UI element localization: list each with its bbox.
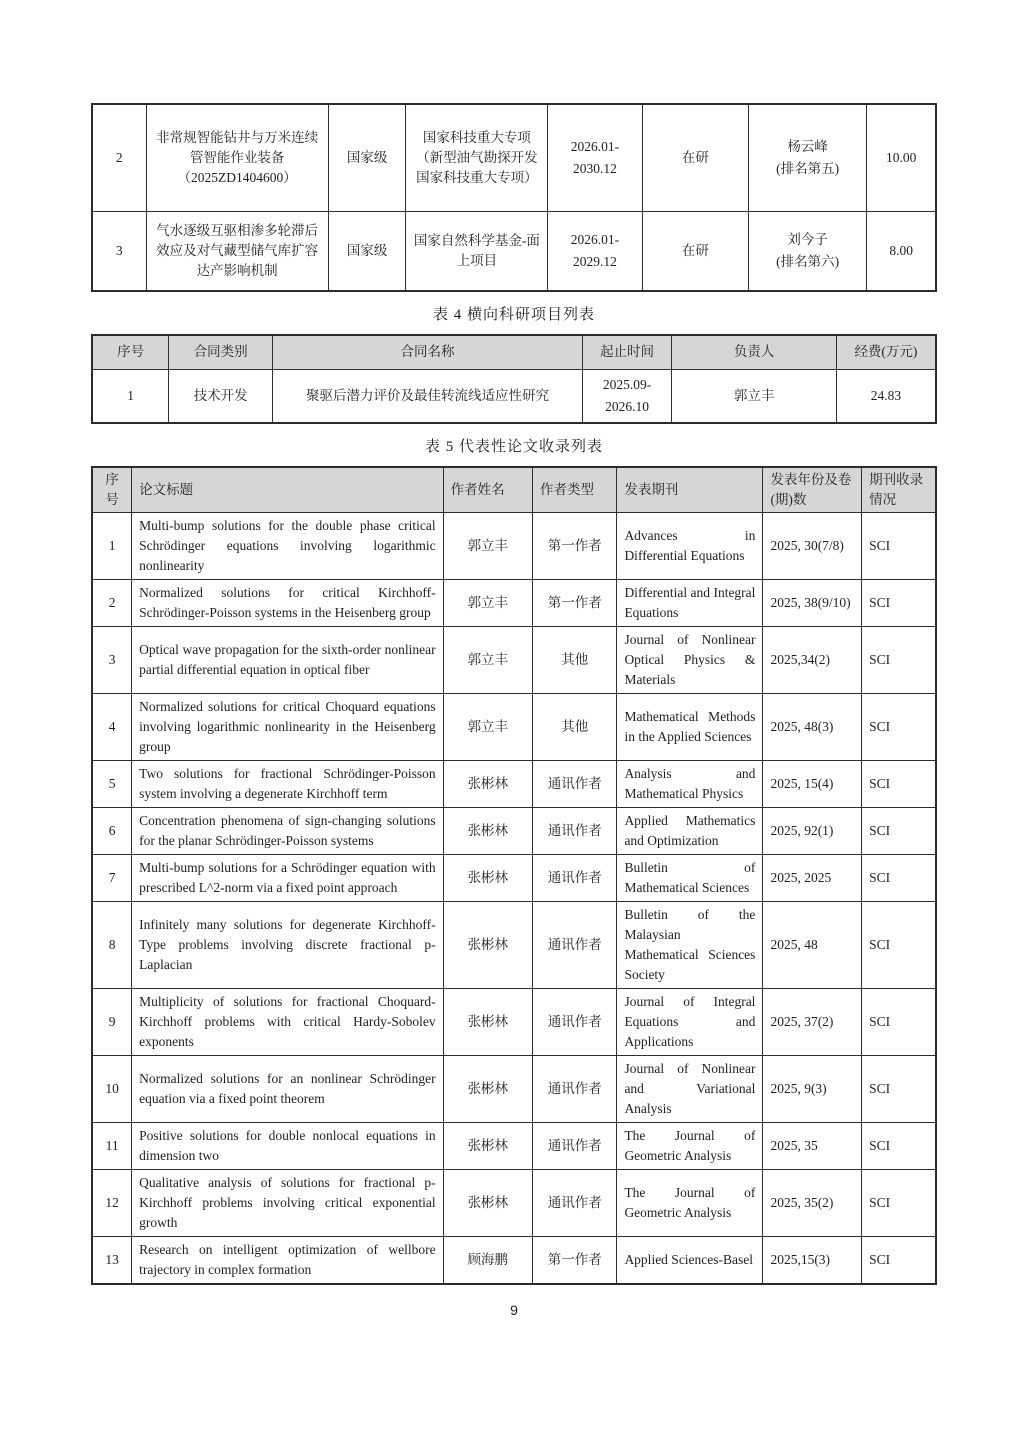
cell-index-status: SCI — [862, 901, 936, 988]
cell-project-level: 国家级 — [328, 104, 406, 211]
cell-project-status: 在研 — [642, 211, 748, 291]
papers-header — [92, 467, 936, 513]
table5-caption: 表 5 代表性论文收录列表 — [424, 438, 603, 455]
header-row — [92, 335, 936, 369]
horizontal-projects-header — [92, 335, 936, 369]
cell-serial-no: 2 — [92, 579, 132, 626]
header-serial-no: 序号 — [92, 335, 169, 369]
document-page — [91, 103, 937, 1318]
cell-journal: Journal of Nonlinear Optical Physics & Materials — [617, 626, 763, 693]
cell-index-status: SCI — [862, 807, 936, 854]
cell-serial-no: 11 — [92, 1122, 132, 1169]
cell-paper-title: Positive solutions for double nonlocal equations in dimension two — [132, 1122, 443, 1169]
cell-serial-no: 3 — [92, 211, 146, 291]
cell-author-role: 其他 — [533, 626, 617, 693]
cell-volume: 2025, 38(9/10) — [763, 579, 862, 626]
header-author-role: 作者类型 — [533, 467, 617, 513]
cell-journal: Applied Mathematics and Optimization — [617, 807, 763, 854]
cell-index-status: SCI — [862, 854, 936, 901]
page-number: 9 — [510, 1301, 518, 1318]
cell-index-status: SCI — [862, 579, 936, 626]
header-row — [92, 467, 936, 513]
cell-journal: Differential and Integral Equations — [617, 579, 763, 626]
cell-project-type: 国家科技重大专项（新型油气勘探开发国家科技重大专项） — [406, 104, 548, 211]
horizontal-projects-table — [91, 334, 937, 424]
cell-volume: 2025, 35 — [763, 1122, 862, 1169]
table-row — [92, 369, 936, 423]
cell-author-name: 顾海鹏 — [443, 1236, 532, 1284]
cell-serial-no: 13 — [92, 1236, 132, 1284]
cell-author-role: 通讯作者 — [533, 807, 617, 854]
cell-paper-title: Concentration phenomena of sign-changing solutions for the planar Schrödinger-Poisson systems — [132, 807, 443, 854]
cell-author-name: 郭立丰 — [443, 693, 532, 760]
vertical-projects-table — [91, 103, 937, 292]
cell-serial-no: 2 — [92, 104, 146, 211]
cell-project-period — [548, 104, 643, 211]
table-row — [92, 1122, 936, 1169]
cell-project-person — [749, 104, 867, 211]
cell-journal: Applied Sciences-Basel — [617, 1236, 763, 1284]
cell-author-role: 通讯作者 — [533, 760, 617, 807]
cell-serial-no: 8 — [92, 901, 132, 988]
cell-author-name: 张彬林 — [443, 807, 532, 854]
cell-index-status: SCI — [862, 1169, 936, 1236]
cell-contract-name: 聚驱后潜力评价及最佳转流线适应性研究 — [273, 369, 583, 423]
header-period: 起止时间 — [582, 335, 671, 369]
cell-journal: Journal of Nonlinear and Variational Analysis — [617, 1055, 763, 1122]
cell-project-level: 国家级 — [328, 211, 406, 291]
vertical-projects-body — [92, 104, 936, 291]
person-name: 刘今子 — [787, 231, 828, 247]
table-row — [92, 807, 936, 854]
cell-serial-no: 4 — [92, 693, 132, 760]
cell-serial-no: 10 — [92, 1055, 132, 1122]
cell-project-period — [548, 211, 643, 291]
table-row — [92, 1169, 936, 1236]
period-start: 2025.09- — [602, 376, 652, 392]
cell-journal: Analysis and Mathematical Physics — [617, 760, 763, 807]
cell-index-status: SCI — [862, 1055, 936, 1122]
header-funds: 经费(万元) — [836, 335, 936, 369]
cell-index-status: SCI — [862, 693, 936, 760]
cell-volume: 2025, 15(4) — [763, 760, 862, 807]
person-rank: (排名第六) — [776, 253, 840, 269]
cell-paper-title: Optical wave propagation for the sixth-order nonlinear partial differential equation in optical fiber — [132, 626, 443, 693]
table-row — [92, 1055, 936, 1122]
header-volume: 发表年份及卷(期)数 — [763, 467, 862, 513]
table-row — [92, 579, 936, 626]
table-row — [92, 211, 936, 291]
cell-volume: 2025, 35(2) — [763, 1169, 862, 1236]
cell-journal: Advances in Differential Equations — [617, 512, 763, 579]
cell-volume: 2025, 92(1) — [763, 807, 862, 854]
table-row — [92, 693, 936, 760]
cell-journal: The Journal of Geometric Analysis — [617, 1122, 763, 1169]
period-end: 2026.10 — [605, 398, 649, 414]
header-serial-no: 序号 — [92, 467, 132, 513]
cell-serial-no: 3 — [92, 626, 132, 693]
table-row — [92, 1236, 936, 1284]
cell-journal: Mathematical Methods in the Applied Sciences — [617, 693, 763, 760]
cell-index-status: SCI — [862, 988, 936, 1055]
cell-volume: 2025,15(3) — [763, 1236, 862, 1284]
cell-paper-title: Normalized solutions for critical Kirchhoff-Schrödinger-Poisson systems in the Heisenberg group — [132, 579, 443, 626]
cell-serial-no: 5 — [92, 760, 132, 807]
period-start: 2026.01- — [570, 231, 620, 247]
cell-journal: The Journal of Geometric Analysis — [617, 1169, 763, 1236]
cell-project-type: 国家自然科学基金-面上项目 — [406, 211, 548, 291]
cell-serial-no: 1 — [92, 512, 132, 579]
header-author-name: 作者姓名 — [443, 467, 532, 513]
cell-volume: 2025, 2025 — [763, 854, 862, 901]
cell-serial-no: 12 — [92, 1169, 132, 1236]
cell-author-name: 张彬林 — [443, 854, 532, 901]
cell-project-name: 非常规智能钻井与万米连续管智能作业装备（2025ZD1404600） — [146, 104, 328, 211]
cell-paper-title: Two solutions for fractional Schrödinger-Poisson system involving a degenerate Kirchhoff term — [132, 760, 443, 807]
cell-volume: 2025, 48 — [763, 901, 862, 988]
cell-paper-title: Multi-bump solutions for the double phase critical Schrödinger equations involving logarithmic nonlinearity — [132, 512, 443, 579]
table4-caption: 表 4 横向科研项目列表 — [432, 307, 595, 323]
cell-index-status: SCI — [862, 512, 936, 579]
table-row — [92, 512, 936, 579]
period-end: 2029.12 — [573, 253, 617, 269]
cell-project-person — [749, 211, 867, 291]
table-row — [92, 104, 936, 211]
cell-index-status: SCI — [862, 626, 936, 693]
cell-serial-no: 9 — [92, 988, 132, 1055]
cell-volume: 2025,34(2) — [763, 626, 862, 693]
cell-author-role: 第一作者 — [533, 1236, 617, 1284]
cell-volume: 2025, 48(3) — [763, 693, 862, 760]
papers-body — [92, 512, 936, 1284]
table-row — [92, 901, 936, 988]
cell-journal: Bulletin of Mathematical Sciences — [617, 854, 763, 901]
cell-journal: Bulletin of the Malaysian Mathematical Sciences Society — [617, 901, 763, 988]
cell-project-amount: 8.00 — [867, 211, 936, 291]
cell-person: 郭立丰 — [672, 369, 837, 423]
cell-paper-title: Multiplicity of solutions for fractional Choquard-Kirchhoff problems with critical Hardy-Sobolev exponents — [132, 988, 443, 1055]
period-end: 2030.12 — [573, 160, 617, 176]
table-row — [92, 626, 936, 693]
cell-paper-title: Research on intelligent optimization of wellbore trajectory in complex formation — [132, 1236, 443, 1284]
cell-index-status: SCI — [862, 1236, 936, 1284]
cell-paper-title: Normalized solutions for critical Choquard equations involving logarithmic nonlinearity in the Heisenberg group — [132, 693, 443, 760]
cell-index-status: SCI — [862, 760, 936, 807]
cell-paper-title: Infinitely many solutions for degenerate Kirchhoff-Type problems involving discrete fractional p-Laplacian — [132, 901, 443, 988]
period-start: 2026.01- — [570, 138, 620, 154]
cell-serial-no: 1 — [92, 369, 169, 423]
table-row — [92, 760, 936, 807]
cell-author-name: 张彬林 — [443, 901, 532, 988]
cell-index-status: SCI — [862, 1122, 936, 1169]
cell-period — [582, 369, 671, 423]
cell-author-role: 通讯作者 — [533, 854, 617, 901]
cell-author-name: 张彬林 — [443, 1169, 532, 1236]
header-contract-category: 合同类别 — [169, 335, 273, 369]
cell-author-role: 其他 — [533, 693, 617, 760]
table-row — [92, 988, 936, 1055]
cell-author-name: 张彬林 — [443, 760, 532, 807]
table-row — [92, 854, 936, 901]
cell-volume: 2025, 37(2) — [763, 988, 862, 1055]
cell-author-name: 郭立丰 — [443, 579, 532, 626]
cell-author-role: 通讯作者 — [533, 901, 617, 988]
cell-project-name: 气水逐级互驱相渗多轮滞后效应及对气藏型储气库扩容达产影响机制 — [146, 211, 328, 291]
cell-author-role: 第一作者 — [533, 512, 617, 579]
cell-contract-category: 技术开发 — [169, 369, 273, 423]
header-index-status: 期刊收录情况 — [862, 467, 936, 513]
cell-project-amount: 10.00 — [867, 104, 936, 211]
header-paper-title: 论文标题 — [132, 467, 443, 513]
cell-paper-title: Multi-bump solutions for a Schrödinger equation with prescribed L^2-norm via a fixed point approach — [132, 854, 443, 901]
cell-author-name: 张彬林 — [443, 1122, 532, 1169]
cell-author-role: 第一作者 — [533, 579, 617, 626]
person-rank: (排名第五) — [776, 160, 840, 176]
cell-paper-title: Qualitative analysis of solutions for fractional p-Kirchhoff problems involving critical exponential growth — [132, 1169, 443, 1236]
cell-author-role: 通讯作者 — [533, 988, 617, 1055]
papers-table — [91, 466, 937, 1285]
cell-author-role: 通讯作者 — [533, 1169, 617, 1236]
person-name: 杨云峰 — [787, 138, 828, 154]
cell-author-name: 张彬林 — [443, 1055, 532, 1122]
cell-author-name: 郭立丰 — [443, 626, 532, 693]
horizontal-projects-body — [92, 369, 936, 423]
cell-author-role: 通讯作者 — [533, 1122, 617, 1169]
cell-author-name: 郭立丰 — [443, 512, 532, 579]
cell-volume: 2025, 9(3) — [763, 1055, 862, 1122]
cell-volume: 2025, 30(7/8) — [763, 512, 862, 579]
cell-journal: Journal of Integral Equations and Applications — [617, 988, 763, 1055]
header-contract-name: 合同名称 — [273, 335, 583, 369]
cell-serial-no: 7 — [92, 854, 132, 901]
cell-project-status: 在研 — [642, 104, 748, 211]
header-person: 负责人 — [672, 335, 837, 369]
cell-author-role: 通讯作者 — [533, 1055, 617, 1122]
cell-author-name: 张彬林 — [443, 988, 532, 1055]
cell-paper-title: Normalized solutions for an nonlinear Schrödinger equation via a fixed point theorem — [132, 1055, 443, 1122]
cell-funds: 24.83 — [836, 369, 936, 423]
header-journal: 发表期刊 — [617, 467, 763, 513]
cell-serial-no: 6 — [92, 807, 132, 854]
